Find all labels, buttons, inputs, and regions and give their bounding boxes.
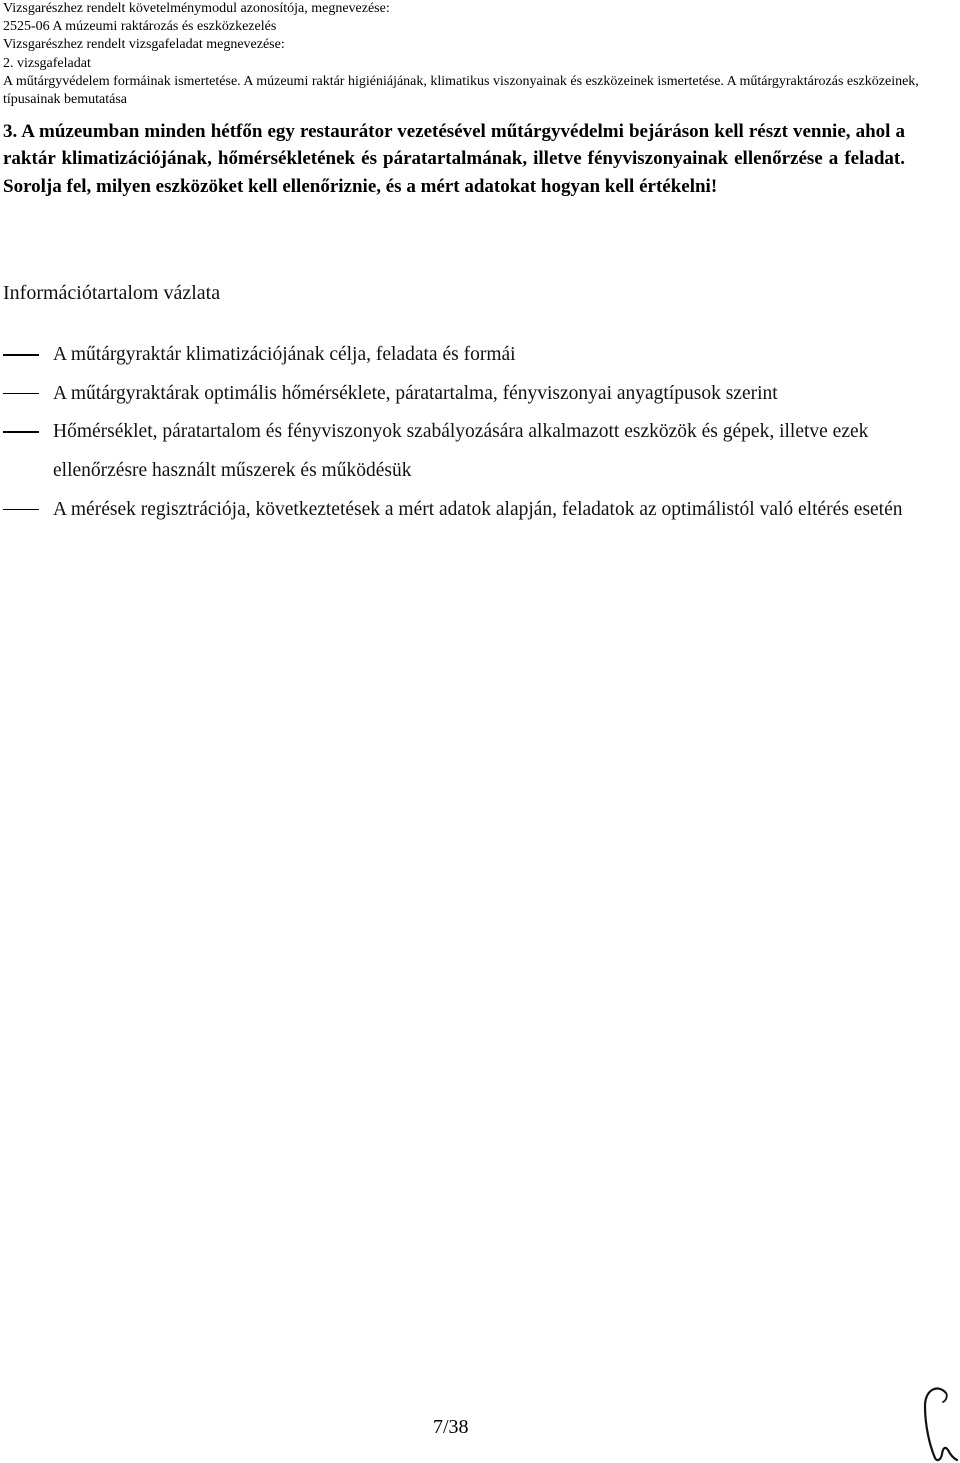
info-outline-list xyxy=(3,336,943,530)
dash-bullet-icon xyxy=(3,509,39,511)
outline-item-text: A műtárgyraktár klimatizációjának célja, feladata és formái xyxy=(53,344,516,365)
header-line-task-label: Vizsgarészhez rendelt vizsgafeladat megnevezése: xyxy=(3,37,285,53)
header-line-task-number: 2. vizsgafeladat xyxy=(3,55,91,71)
dash-bullet-icon xyxy=(3,354,39,356)
outline-item-text: A műtárgyraktárak optimális hőmérséklete, páratartalma, fényviszonyai anyagtípusok szerint xyxy=(53,382,778,404)
handwritten-signature-icon xyxy=(915,1380,960,1463)
page-number: 7/38 xyxy=(433,1416,469,1438)
header-line-task-description: A műtárgyvédelem formáinak ismertetése. A múzeumi raktár higiéniájának, klimatikus viszonyainak és eszközeinek ismertetése. A műtárgyraktározás eszközeinek, típusainak bemutatása xyxy=(3,73,919,108)
header-line-module-label: Vizsgarészhez rendelt követelménymodul azonosítója, megnevezése: xyxy=(3,1,390,16)
dash-bullet-icon xyxy=(3,431,39,433)
outline-item-text: Hőmérséklet, páratartalom és fényviszonyok szabályozására alkalmazott eszközök és gépek, illetve ezek ellenőrzésre használt műszerek és működésük xyxy=(53,421,869,482)
info-outline-title: Információtartalom vázlata xyxy=(3,282,221,304)
question-text: 3. A múzeumban minden hétfőn egy restaurátor vezetésével műtárgyvédelmi bejáráson kell részt vennie, ahol a raktár klimatizációjának, hőmérsékletének és páratartalmának, illetve fényviszonyainak ellenőrzése a feladat. Sorolja fel, milyen eszközöket kell ellenőriznie, és a mért adatokat hogyan kell értékelni! xyxy=(3,121,905,197)
outline-item-text: A mérések regisztrációja, következtetések a mért adatok alapján, feladatok az optimálistól való eltérés esetén xyxy=(53,498,903,520)
outline-item xyxy=(3,491,943,530)
header-line-module-name: 2525-06 A múzeumi raktározás és eszközkezelés xyxy=(3,19,277,35)
outline-item xyxy=(3,413,943,490)
dash-bullet-icon xyxy=(3,393,39,395)
outline-item xyxy=(3,336,943,375)
document-header xyxy=(3,0,943,109)
outline-item xyxy=(3,375,943,414)
